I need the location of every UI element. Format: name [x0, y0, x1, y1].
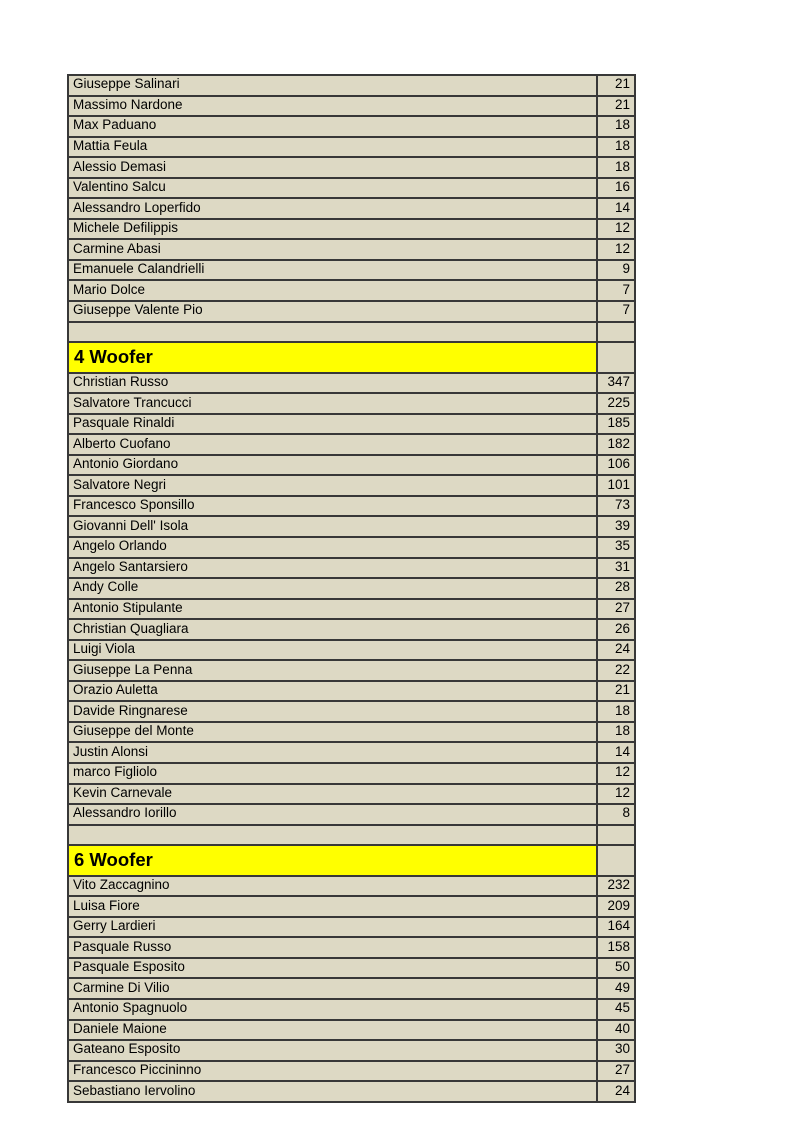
player-name: Kevin Carnevale: [68, 784, 597, 805]
section-header-label: 4 Woofer: [68, 342, 597, 373]
player-name: Luigi Viola: [68, 640, 597, 661]
player-score: 73: [597, 496, 635, 517]
separator-row: [68, 322, 635, 343]
player-name: Michele Defilippis: [68, 219, 597, 240]
player-score: 40: [597, 1020, 635, 1041]
table-row: [68, 1040, 635, 1061]
table-row: [68, 1061, 635, 1082]
table-row: [68, 784, 635, 805]
table-row: [68, 742, 635, 763]
separator-row: [68, 825, 635, 846]
player-name: Max Paduano: [68, 116, 597, 137]
table-row: [68, 681, 635, 702]
player-name: Antonio Stipulante: [68, 599, 597, 620]
player-name: Francesco Sponsillo: [68, 496, 597, 517]
player-score: 21: [597, 75, 635, 96]
table-row: [68, 599, 635, 620]
player-name: Emanuele Calandrielli: [68, 260, 597, 281]
player-name: Pasquale Russo: [68, 937, 597, 958]
player-name: Vito Zaccagnino: [68, 876, 597, 897]
table-row: [68, 455, 635, 476]
player-score: 232: [597, 876, 635, 897]
section-header-label: 6 Woofer: [68, 845, 597, 876]
player-score: 27: [597, 599, 635, 620]
player-score: 21: [597, 96, 635, 117]
player-score: 18: [597, 701, 635, 722]
player-score: 209: [597, 896, 635, 917]
player-score: 18: [597, 722, 635, 743]
player-score: 50: [597, 958, 635, 979]
table-row: [68, 660, 635, 681]
player-name: Davide Ringnarese: [68, 701, 597, 722]
player-score: 14: [597, 742, 635, 763]
separator-cell: [68, 322, 597, 343]
player-name: Gateano Esposito: [68, 1040, 597, 1061]
table-row: [68, 958, 635, 979]
score-table-body: [68, 75, 635, 1102]
table-row: [68, 239, 635, 260]
player-score: 35: [597, 537, 635, 558]
table-row: [68, 178, 635, 199]
player-name: Mario Dolce: [68, 280, 597, 301]
player-name: Francesco Piccininno: [68, 1061, 597, 1082]
player-name: Andy Colle: [68, 578, 597, 599]
player-score: 18: [597, 137, 635, 158]
player-score: 22: [597, 660, 635, 681]
player-score: 12: [597, 239, 635, 260]
table-row: [68, 434, 635, 455]
table-row: [68, 157, 635, 178]
table-row: [68, 198, 635, 219]
table-row: [68, 999, 635, 1020]
player-score: 45: [597, 999, 635, 1020]
player-name: Antonio Giordano: [68, 455, 597, 476]
separator-cell: [68, 825, 597, 846]
player-score: 18: [597, 116, 635, 137]
player-score: 7: [597, 280, 635, 301]
player-score: 24: [597, 640, 635, 661]
table-row: [68, 96, 635, 117]
table-row: [68, 137, 635, 158]
player-score: 101: [597, 475, 635, 496]
table-row: [68, 373, 635, 394]
player-name: Salvatore Trancucci: [68, 393, 597, 414]
player-name: Daniele Maione: [68, 1020, 597, 1041]
section-header-row: [68, 845, 635, 876]
player-name: Orazio Auletta: [68, 681, 597, 702]
player-name: Angelo Orlando: [68, 537, 597, 558]
player-score: 30: [597, 1040, 635, 1061]
table-row: [68, 393, 635, 414]
table-row: [68, 1020, 635, 1041]
player-name: marco Figliolo: [68, 763, 597, 784]
player-name: Alberto Cuofano: [68, 434, 597, 455]
table-row: [68, 260, 635, 281]
player-name: Valentino Salcu: [68, 178, 597, 199]
player-name: Giuseppe La Penna: [68, 660, 597, 681]
player-name: Giuseppe Valente Pio: [68, 301, 597, 322]
player-name: Giovanni Dell' Isola: [68, 516, 597, 537]
table-row: [68, 917, 635, 938]
player-score: 185: [597, 414, 635, 435]
player-name: Pasquale Rinaldi: [68, 414, 597, 435]
table-row: [68, 475, 635, 496]
player-score: 21: [597, 681, 635, 702]
player-name: Justin Alonsi: [68, 742, 597, 763]
table-row: [68, 496, 635, 517]
table-row: [68, 978, 635, 999]
player-score: 7: [597, 301, 635, 322]
table-row: [68, 701, 635, 722]
table-row: [68, 280, 635, 301]
player-score: 158: [597, 937, 635, 958]
player-score: 8: [597, 804, 635, 825]
section-header-value-cell: [597, 342, 635, 373]
table-row: [68, 414, 635, 435]
table-row: [68, 763, 635, 784]
player-name: Giuseppe del Monte: [68, 722, 597, 743]
player-score: 49: [597, 978, 635, 999]
player-name: Salvatore Negri: [68, 475, 597, 496]
player-name: Christian Russo: [68, 373, 597, 394]
player-name: Pasquale Esposito: [68, 958, 597, 979]
player-score: 24: [597, 1081, 635, 1102]
player-score: 27: [597, 1061, 635, 1082]
player-score: 347: [597, 373, 635, 394]
table-row: [68, 578, 635, 599]
table-row: [68, 876, 635, 897]
table-row: [68, 937, 635, 958]
section-header-row: [68, 342, 635, 373]
player-name: Alessandro Loperfido: [68, 198, 597, 219]
player-name: Carmine Abasi: [68, 239, 597, 260]
player-name: Sebastiano Iervolino: [68, 1081, 597, 1102]
player-name: Carmine Di Vilio: [68, 978, 597, 999]
player-score: 182: [597, 434, 635, 455]
table-row: [68, 301, 635, 322]
table-row: [68, 516, 635, 537]
player-score: 16: [597, 178, 635, 199]
table-row: [68, 219, 635, 240]
player-score: 18: [597, 157, 635, 178]
player-name: Massimo Nardone: [68, 96, 597, 117]
table-row: [68, 1081, 635, 1102]
table-row: [68, 640, 635, 661]
score-table: [67, 74, 636, 1103]
table-row: [68, 537, 635, 558]
separator-cell: [597, 322, 635, 343]
player-score: 31: [597, 558, 635, 579]
table-row: [68, 619, 635, 640]
table-row: [68, 896, 635, 917]
player-score: 164: [597, 917, 635, 938]
player-score: 9: [597, 260, 635, 281]
player-score: 39: [597, 516, 635, 537]
player-name: Antonio Spagnuolo: [68, 999, 597, 1020]
player-name: Mattia Feula: [68, 137, 597, 158]
table-row: [68, 558, 635, 579]
player-name: Gerry Lardieri: [68, 917, 597, 938]
player-name: Giuseppe Salinari: [68, 75, 597, 96]
player-score: 225: [597, 393, 635, 414]
section-header-value-cell: [597, 845, 635, 876]
separator-cell: [597, 825, 635, 846]
player-name: Alessandro Iorillo: [68, 804, 597, 825]
player-score: 28: [597, 578, 635, 599]
table-row: [68, 116, 635, 137]
player-score: 14: [597, 198, 635, 219]
table-row: [68, 75, 635, 96]
player-score: 26: [597, 619, 635, 640]
table-row: [68, 804, 635, 825]
player-score: 12: [597, 763, 635, 784]
player-score: 12: [597, 784, 635, 805]
player-score: 106: [597, 455, 635, 476]
player-score: 12: [597, 219, 635, 240]
player-name: Angelo Santarsiero: [68, 558, 597, 579]
table-row: [68, 722, 635, 743]
player-name: Luisa Fiore: [68, 896, 597, 917]
player-name: Christian Quagliara: [68, 619, 597, 640]
player-name: Alessio Demasi: [68, 157, 597, 178]
